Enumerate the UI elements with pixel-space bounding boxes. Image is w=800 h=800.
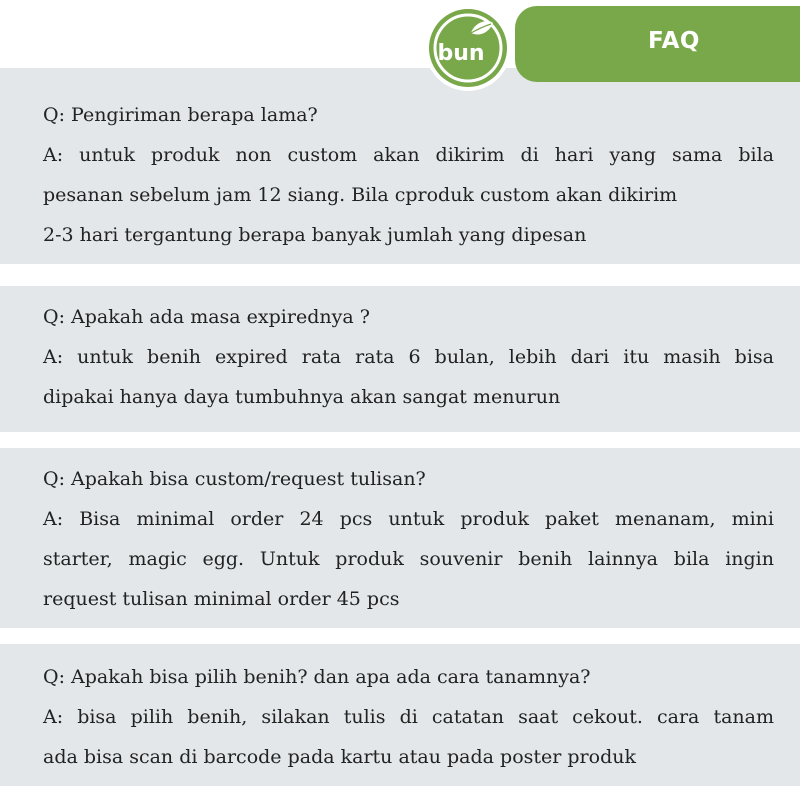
faq-question: Q: Pengiriman berapa lama? <box>43 104 318 126</box>
faq-card-content <box>43 95 774 255</box>
faq-card <box>0 644 800 786</box>
faq-answer-line: A: untuk benih expired rata rata 6 bulan, lebih dari itu masih bisa <box>43 346 774 368</box>
faq-answer-line: A: Bisa minimal order 24 pcs untuk produk paket menanam, mini <box>43 508 774 530</box>
faq-answer-line: ada bisa scan di barcode pada kartu atau pada poster produk <box>43 746 636 768</box>
faq-question: Q: Apakah bisa custom/request tulisan? <box>43 468 426 490</box>
faq-card <box>0 286 800 432</box>
faq-answer-line: A: untuk produk non custom akan dikirim di hari yang sama bila <box>43 144 774 166</box>
faq-answer-line: A: bisa pilih benih, silakan tulis di catatan saat cekout. cara tanam <box>43 706 774 728</box>
faq-answer-line: dipakai hanya daya tumbuhnya akan sangat menurun <box>43 386 561 408</box>
faq-card-content <box>43 297 774 417</box>
logo-wordmark: bun <box>437 41 485 66</box>
faq-card <box>0 448 800 628</box>
faq-card-content <box>43 459 774 619</box>
faq-question: Q: Apakah bisa pilih benih? dan apa ada cara tanamnya? <box>43 666 591 688</box>
faq-card <box>0 68 800 264</box>
page-title: FAQ <box>648 28 700 54</box>
faq-answer-line: pesanan sebelum jam 12 siang. Bila cproduk custom akan dikirim <box>43 184 678 206</box>
faq-question: Q: Apakah ada masa expirednya ? <box>43 306 370 328</box>
faq-answer-line: request tulisan minimal order 45 pcs <box>43 588 400 610</box>
faq-answer-line: starter, magic egg. Untuk produk souvenir benih lainnya bila ingin <box>43 548 774 570</box>
faq-card-content <box>43 657 774 777</box>
faq-answer-line: 2-3 hari tergantung berapa banyak jumlah yang dipesan <box>43 224 587 246</box>
bun-logo <box>423 3 513 93</box>
